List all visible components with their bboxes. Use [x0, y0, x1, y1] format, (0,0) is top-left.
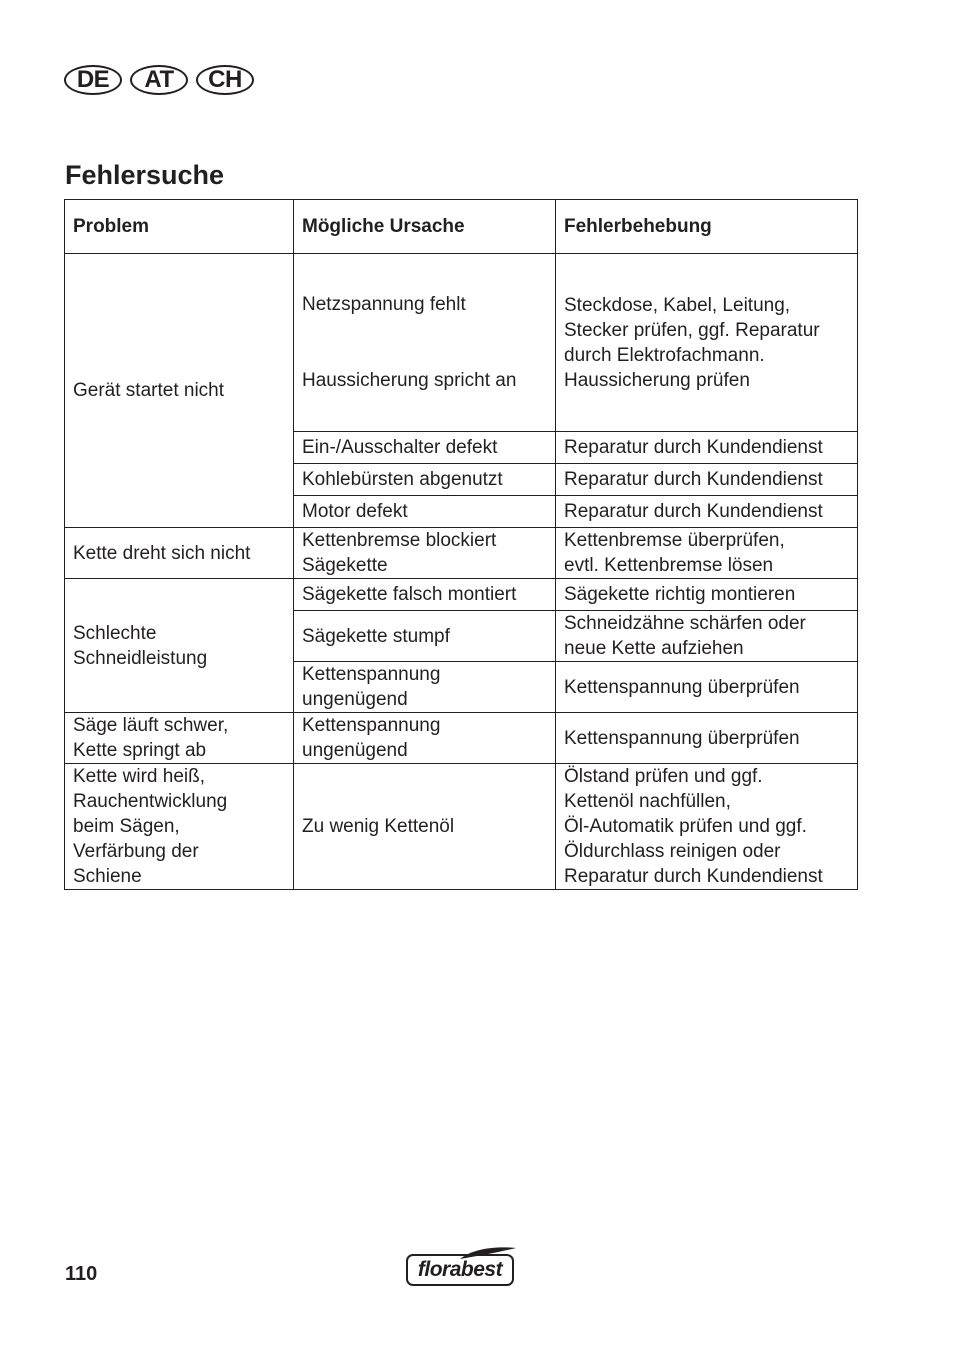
fix-cell: Kettenbremse überprüfen, evtl. Kettenbremse lösen: [556, 528, 858, 579]
fix-cell: Reparatur durch Kundendienst: [556, 432, 858, 464]
fix-cell: Schneidzähne schärfen oder neue Kette aufziehen: [556, 611, 858, 662]
problem-cell: Schlechte Schneidleistung: [65, 579, 294, 713]
lang-badge-ch: CH: [196, 65, 254, 95]
table-row: [65, 713, 858, 764]
header-cause: Mögliche Ursache: [294, 200, 556, 254]
cause-cell: Kohlebürsten abgenutzt: [294, 464, 556, 496]
cause-cell: Sägekette falsch montiert: [294, 579, 556, 611]
table-header-row: [65, 200, 858, 254]
table-row: [65, 254, 858, 432]
problem-cell: Kette dreht sich nicht: [65, 528, 294, 579]
troubleshooting-table: [64, 199, 858, 890]
fix-cell: Kettenspannung überprüfen: [556, 662, 858, 713]
cause-cell: Ein-/Ausschalter defekt: [294, 432, 556, 464]
section-title: Fehlersuche: [65, 160, 225, 190]
fix-cell: Reparatur durch Kundendienst: [556, 496, 858, 528]
table-row: [65, 528, 858, 579]
problem-cell: Gerät startet nicht: [65, 254, 294, 528]
fix-cell: Kettenspannung überprüfen: [556, 713, 858, 764]
florabest-logo: [406, 1248, 518, 1288]
lang-badge-at: AT: [130, 65, 188, 95]
header-fix: Fehlerbehebung: [556, 200, 858, 254]
logo-wordmark: florabest: [406, 1254, 514, 1286]
fix-cell: Ölstand prüfen und ggf. Kettenöl nachfüllen, Öl-Automatik prüfen und ggf. Öldurchlass reinigen oder Reparatur durch Kundendienst: [556, 764, 858, 890]
cause-text: Netzspannung fehlt: [302, 294, 466, 315]
lang-badge-de: DE: [64, 65, 122, 95]
problem-cell: Kette wird heiß, Rauchentwicklung beim Sägen, Verfärbung der Schiene: [65, 764, 294, 890]
header-problem: Problem: [65, 200, 294, 254]
language-badges: [64, 65, 254, 95]
cause-cell: [294, 254, 556, 432]
cause-text: Haussicherung spricht an: [302, 370, 517, 391]
cause-cell: Zu wenig Kettenöl: [294, 764, 556, 890]
cause-cell: Kettenbremse blockiert Sägekette: [294, 528, 556, 579]
cause-cell: Motor defekt: [294, 496, 556, 528]
problem-cell: Säge läuft schwer, Kette springt ab: [65, 713, 294, 764]
fix-cell: Reparatur durch Kundendienst: [556, 464, 858, 496]
table-row: [65, 579, 858, 611]
cause-cell: Kettenspannung ungenügend: [294, 662, 556, 713]
page-number: 110: [65, 1263, 98, 1285]
fix-cell: Steckdose, Kabel, Leitung, Stecker prüfen, ggf. Reparatur durch Elektrofachmann. Haussicherung prüfen: [556, 254, 858, 432]
table-row: [65, 764, 858, 890]
fix-cell: Sägekette richtig montieren: [556, 579, 858, 611]
cause-cell: Kettenspannung ungenügend: [294, 713, 556, 764]
cause-cell: Sägekette stumpf: [294, 611, 556, 662]
